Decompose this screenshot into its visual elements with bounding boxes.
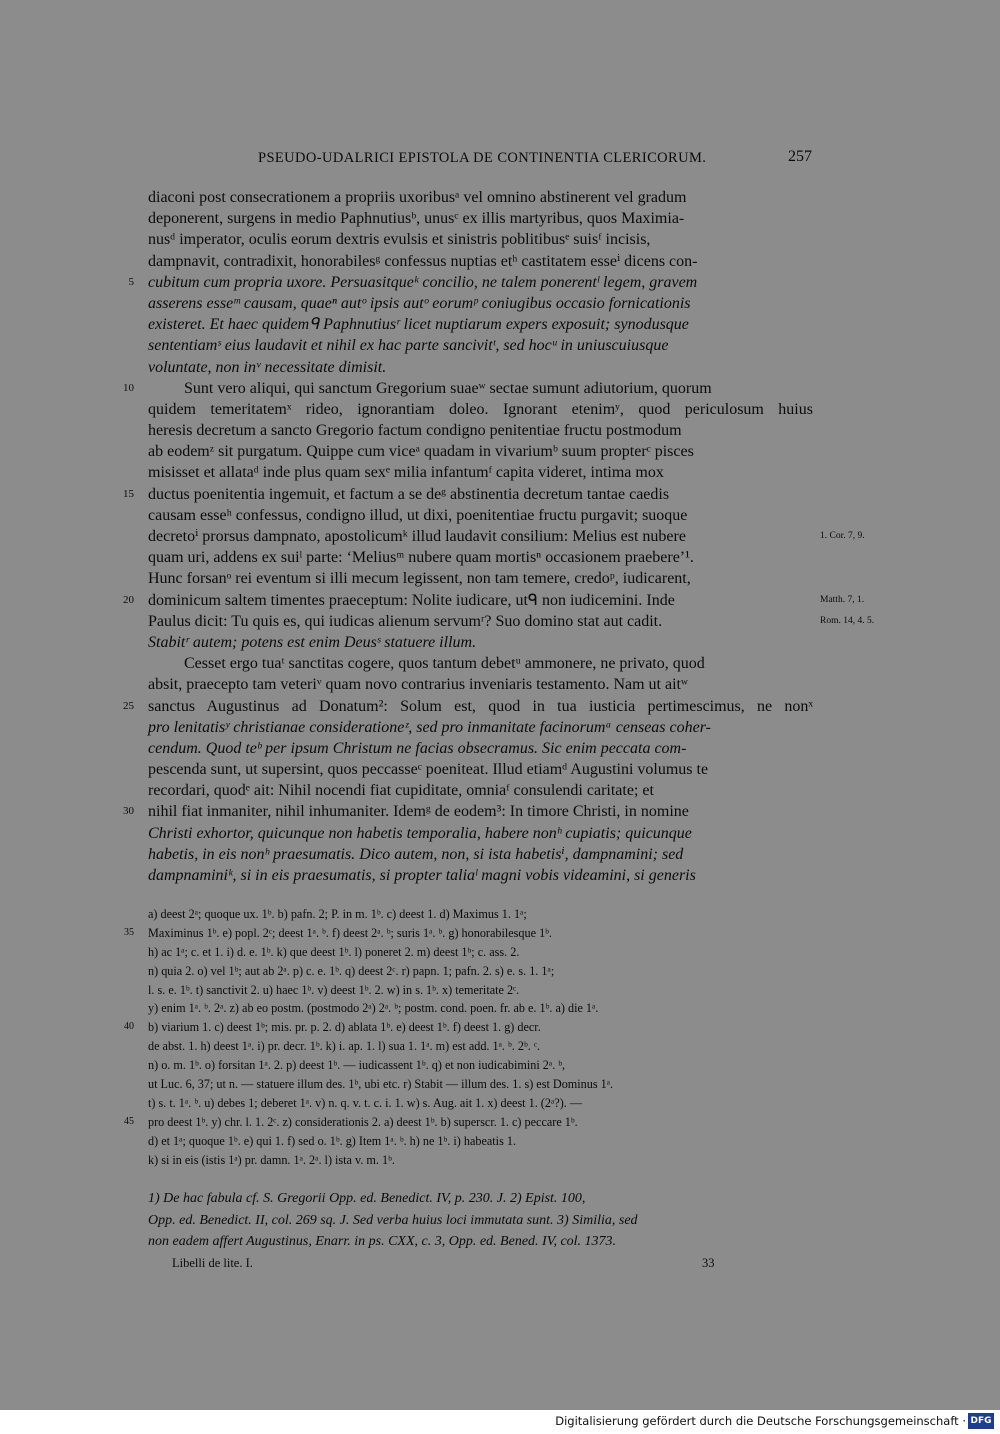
note-line xyxy=(148,1188,813,1210)
text-line xyxy=(148,335,813,356)
line-number: 45 xyxy=(124,1115,134,1127)
line-number: 20 xyxy=(123,593,134,606)
running-title: PSEUDO-UDALRICI EPISTOLA DE CONTINENTIA CLERICORUM. xyxy=(258,150,707,166)
line-number: 35 xyxy=(124,926,134,938)
apparatus-line xyxy=(124,1113,813,1132)
apparatus-line xyxy=(148,962,813,981)
text-line xyxy=(123,484,813,505)
apparatus-line xyxy=(148,1056,813,1075)
text-line xyxy=(148,208,813,229)
text-line-text: cendum. Quod teᵇ per ipsum Christum ne facias obsecramus. Sic enim peccata com- xyxy=(148,739,687,757)
text-line xyxy=(148,759,813,780)
note-line-text: non eadem affert Augustinus, Enarr. in ps. CXX, c. 3, Opp. ed. Bened. IV, col. 1373. xyxy=(148,1234,617,1249)
text-line xyxy=(148,357,813,378)
text-line-text: Sunt vero aliqui, qui sanctum Gregorium suaeʷ sectae sumunt adiutorium, quorum xyxy=(184,379,712,397)
text-line-text: decretoⁱ prorsus dampnato, apostolicumᵏ illud laudavit consilium: Melius est nubere xyxy=(148,528,686,545)
text-line-text: Hunc forsanᵒ rei eventum si illi mecum legissent, non tam temere, credoᵖ, iudicarent, xyxy=(148,570,691,588)
text-line xyxy=(148,568,813,589)
apparatus-line-text: h) ac 1ᵃ; c. et 1. i) d. e. 1ᵇ. k) que deest 1ᵇ. l) poneret 2. m) deest 1ᵇ; c. ass. 2. xyxy=(148,944,520,959)
source-notes xyxy=(148,1188,813,1253)
text-line-text: dampnavit, contradixit, honorabilesᵍ confessus nuptias etʰ castitatem esseⁱ dicens con- xyxy=(148,252,698,270)
series-footer: Libelli de lite. I. xyxy=(172,1256,253,1270)
apparatus-line xyxy=(148,905,813,924)
apparatus-line xyxy=(124,1018,813,1037)
apparatus-line-text: n) quia 2. o) vel 1ᵇ; aut ab 2ᵃ. p) c. e. 1ᵇ. q) deest 2ᶜ. r) papn. 1; pafn. 2. s) e. s. 1. 1ᵃ; xyxy=(148,963,555,978)
apparatus-line xyxy=(148,1132,813,1151)
text-line-text: ab eodemᶻ sit purgatum. Quippe cum viceᵃ quadam in vivariumᵇ suum propterᶜ pisces xyxy=(148,443,694,461)
apparatus-line-text: ut Luc. 6, 37; ut n. — statuere illum des. 1ᵇ, ubi etc. r) Stabit — illum des. 1. s) est Dominus 1ᵃ. xyxy=(148,1077,614,1092)
apparatus-line-text: a) deest 2ᵃ; quoque ux. 1ᵇ. b) pafn. 2; P. in m. 1ᵇ. c) deest 1. d) Maximus 1. 1ᵃ; xyxy=(148,907,527,921)
text-line xyxy=(123,378,813,399)
text-line xyxy=(148,780,813,801)
text-line xyxy=(148,187,813,208)
apparatus-line xyxy=(148,1094,813,1113)
line-number: 5 xyxy=(128,275,134,288)
text-line xyxy=(148,844,813,865)
apparatus-line xyxy=(148,1075,813,1094)
apparatus-line xyxy=(148,999,813,1018)
text-line-text: existeret. Et haec quidemᑫ Paphnutiusʳ licet nuptiarum expers exposuit; synodusque xyxy=(148,316,689,334)
text-line-text: asserens esseᵐ causam, quaeⁿ autᵒ ipsis autᵒ eorumᵖ coniugibus occasio fornicationis xyxy=(148,294,691,312)
note-line-text: Opp. ed. Benedict. II, col. 269 sq. J. Sed verba huius loci immutata sunt. 3) Similia, sed xyxy=(148,1212,638,1228)
apparatus-line xyxy=(148,1151,813,1170)
line-number: 15 xyxy=(123,487,134,500)
text-line-text: Paulus dicit: Tu quis es, qui iudicas alienum servumʳ? Suo domino stat aut cadit. xyxy=(148,612,663,630)
text-line xyxy=(148,547,813,568)
text-line-text: pro lenitatisʸ christianae considerationeᶻ, sed pro inmanitate facinorumᵃ censeas coher- xyxy=(148,718,711,736)
text-line-text: nihil fiat inmaniter, nihil inhumaniter. Idemᵍ de eodem³: In timore Christi, in nomine xyxy=(148,803,689,821)
apparatus-line xyxy=(124,924,813,943)
text-line xyxy=(123,696,814,717)
text-line-text: sententiamˢ eius laudavit et nihil ex hac parte sancivitᵗ, sed hocᵘ in uniuscuiusque xyxy=(148,337,669,355)
dfg-logo: DFG xyxy=(968,1413,994,1429)
text-line-text: pescenda sunt, ut supersint, quos peccasseᶜ poeniteat. Illud etiamᵈ Augustini volumus te xyxy=(148,761,709,779)
text-line-text: nusᵈ imperator, oculis eorum dextris evulsis et sinistris poblitibusᵉ suisᶠ incisis, xyxy=(148,231,651,249)
text-line xyxy=(148,865,813,886)
text-line xyxy=(148,293,813,314)
apparatus-line-text: pro deest 1ᵇ. y) chr. l. 1. 2ᶜ. z) considerationis 2. a) deest 1ᵇ. b) superscr. 1. c) peccare 1ᵇ. xyxy=(148,1114,578,1129)
apparatus-line-text: l. s. e. 1ᵇ. t) sanctivit 2. u) haec 1ᵇ. v) deest 1ᵇ. 2. w) in s. 1ᵇ. x) temeritate 2ᶜ. xyxy=(148,982,520,997)
apparatus-line-text: d) et 1ᵃ; quoque 1ᵇ. e) qui 1. f) sed o. 1ᵇ. g) Item 1ᵃ. ᵇ. h) ne 1ᵇ. i) habeatis 1. xyxy=(148,1133,516,1148)
text-line-text: heresis decretum a sancto Gregorio factum condigno penitentiae fructu postmodum xyxy=(148,422,682,440)
text-line-text: deponerent, surgens in medio Paphnutiusᵇ, unusᶜ ex illis martyribus, quos Maximia- xyxy=(148,210,685,228)
page-number: 257 xyxy=(788,148,812,165)
text-line xyxy=(148,505,813,526)
apparatus-line xyxy=(148,981,813,1000)
text-line xyxy=(148,674,813,695)
text-line-text: absit, praecepto tam veteriᵛ quam novo contrarius inveniaris testamento. Nam ut aitʷ xyxy=(148,676,688,694)
text-line xyxy=(148,229,813,250)
text-line-text: quam uri, addens ex suiˡ parte: ‘Meliusᵐ nubere quam mortisⁿ occasionem praebere’¹. xyxy=(148,549,694,567)
text-line xyxy=(148,717,813,738)
text-line xyxy=(148,611,875,632)
text-line xyxy=(148,632,813,653)
apparatus-line-text: t) s. t. 1ᵃ. ᵇ. u) debes 1; deberet 1ᵃ. v) n. q. v. t. c. i. 1. w) s. Aug. ait 1. x) deest 1. (2ᵃ?). — xyxy=(148,1095,583,1110)
line-number: 25 xyxy=(123,699,134,712)
note-line xyxy=(148,1210,813,1232)
text-line xyxy=(148,526,865,547)
apparatus-line-text: de abst. 1. h) deest 1ᵃ. i) pr. decr. 1ᵇ. k) i. ap. 1. l) sua 1. 1ᵃ. m) est add. 1ᵃ. ᵇ. 2ᵇ. ᶜ. xyxy=(148,1039,541,1054)
text-line-text: voluntate, non inᵛ necessitate dimisit. xyxy=(148,358,387,376)
text-line-text: Cesset ergo tuaᵗ sanctitas cogere, quos tantum debetᵘ ammonere, ne privato, quod xyxy=(184,655,705,673)
text-line-text: dominicum saltem timentes praeceptum: Nolite iudicare, utᑫ non iudicemini. Inde xyxy=(148,591,675,609)
apparatus-line xyxy=(148,943,813,962)
margin-reference: Rom. 14, 4. 5. xyxy=(820,615,875,626)
text-line-text: Christi exhortor, quicunque non habetis temporalia, habere nonʰ cupiatis; quicunque xyxy=(148,824,692,842)
text-line-text: diaconi post consecrationem a propriis uxoribusᵃ vel omnino abstinerent vel gradum xyxy=(148,189,687,206)
apparatus-line-text: b) viarium 1. c) deest 1ᵇ; mis. pr. p. 2. d) ablata 1ᵇ. e) deest 1ᵇ. f) deest 1. g) decr. xyxy=(148,1020,541,1035)
text-line-text: recordari, quodᵉ ait: Nihil nocendi fiat cupiditate, omniaᶠ consulendi caritate; et xyxy=(148,782,654,800)
margin-reference: Matth. 7, 1. xyxy=(820,594,865,605)
text-line xyxy=(128,272,813,293)
line-number: 10 xyxy=(123,381,134,394)
apparatus-line-text: n) o. m. 1ᵇ. o) forsitan 1ᵃ. 2. p) deest 1ᵇ. — iudicassent 1ᵇ. q) et non iudicabimini 2ᵃ. ᵇ, xyxy=(148,1058,566,1073)
gathering-signature: 33 xyxy=(702,1256,715,1270)
text-line xyxy=(148,420,813,441)
text-line-text: causam esseʰ confessus, condigno illud, ut dixi, poenitentiae fructu purgavit; suoque xyxy=(148,506,688,524)
line-number: 40 xyxy=(124,1021,134,1033)
text-line-text: misisset et allataᵈ inde plus quam sexᵉ milia infantumᶠ capita videret, intima mox xyxy=(148,464,664,482)
text-line-text: quidem temeritatemˣ rideo, ignorantiam doleo. Ignorant etenimʸ, quod periculosum huius xyxy=(148,400,813,418)
text-line xyxy=(123,801,813,822)
funding-credit: Digitalisierung gefördert durch die Deutsche Forschungsgemeinschaft · xyxy=(555,1414,966,1428)
text-line-text: ductus poenitentia ingemuit, et factum a se deᵍ abstinentia decretum tantae caedis xyxy=(148,485,670,503)
text-line xyxy=(148,823,813,844)
text-line xyxy=(148,399,813,420)
apparatus-line xyxy=(148,1037,813,1056)
note-line-text: 1) De hac fabula cf. S. Gregorii Opp. ed. Benedict. IV, p. 230. J. 2) Epist. 100, xyxy=(148,1191,586,1206)
text-line-text: dampnaminiᵏ, si in eis praesumatis, si propter taliaˡ magni vobis videamini, si generis xyxy=(148,867,696,884)
critical-apparatus xyxy=(124,905,813,1169)
margin-reference: 1. Cor. 7, 9. xyxy=(820,531,865,541)
text-line-text: Stabitʳ autem; potens est enim Deusˢ statuere illum. xyxy=(148,633,477,651)
text-line xyxy=(123,590,865,611)
apparatus-line-text: y) enim 1ᵃ. ᵇ. 2ᵃ. z) ab eo postm. (postmodo 2ᵃ) 2ᵃ. ᵇ; postm. cond. poen. fr. ab e. 1ᵇ. a) die 1ᵃ. xyxy=(148,1001,599,1016)
text-line-text: sanctus Augustinus ad Donatum²: Solum est, quod in tua iusticia pertimescimus, ne nonˣ xyxy=(148,697,814,715)
text-line-text: cubitum cum propria uxore. Persuasitqueᵏ concilio, ne talem ponerentˡ legem, gravem xyxy=(148,273,698,291)
apparatus-line-text: Maximinus 1ᵇ. e) popl. 2ᶜ; deest 1ᵃ. ᵇ. f) deest 2ᵃ. ᵇ; suris 1ᵃ. ᵇ. g) honorabilesque 1ᵇ. xyxy=(148,925,552,940)
text-line xyxy=(148,653,813,674)
main-text xyxy=(123,187,875,886)
line-number: 30 xyxy=(123,805,134,818)
note-line xyxy=(148,1231,813,1253)
text-line xyxy=(148,251,813,272)
text-line-text: habetis, in eis nonʰ praesumatis. Dico autem, non, si ista habetisⁱ, dampnamini; sed xyxy=(148,845,684,863)
text-line xyxy=(148,738,813,759)
text-line xyxy=(148,462,813,483)
apparatus-line-text: k) si in eis (istis 1ᵃ) pr. damn. 1ᵃ. 2ᵃ. l) ista v. m. 1ᵇ. xyxy=(148,1152,395,1167)
text-line xyxy=(148,314,813,335)
text-line xyxy=(148,441,813,462)
